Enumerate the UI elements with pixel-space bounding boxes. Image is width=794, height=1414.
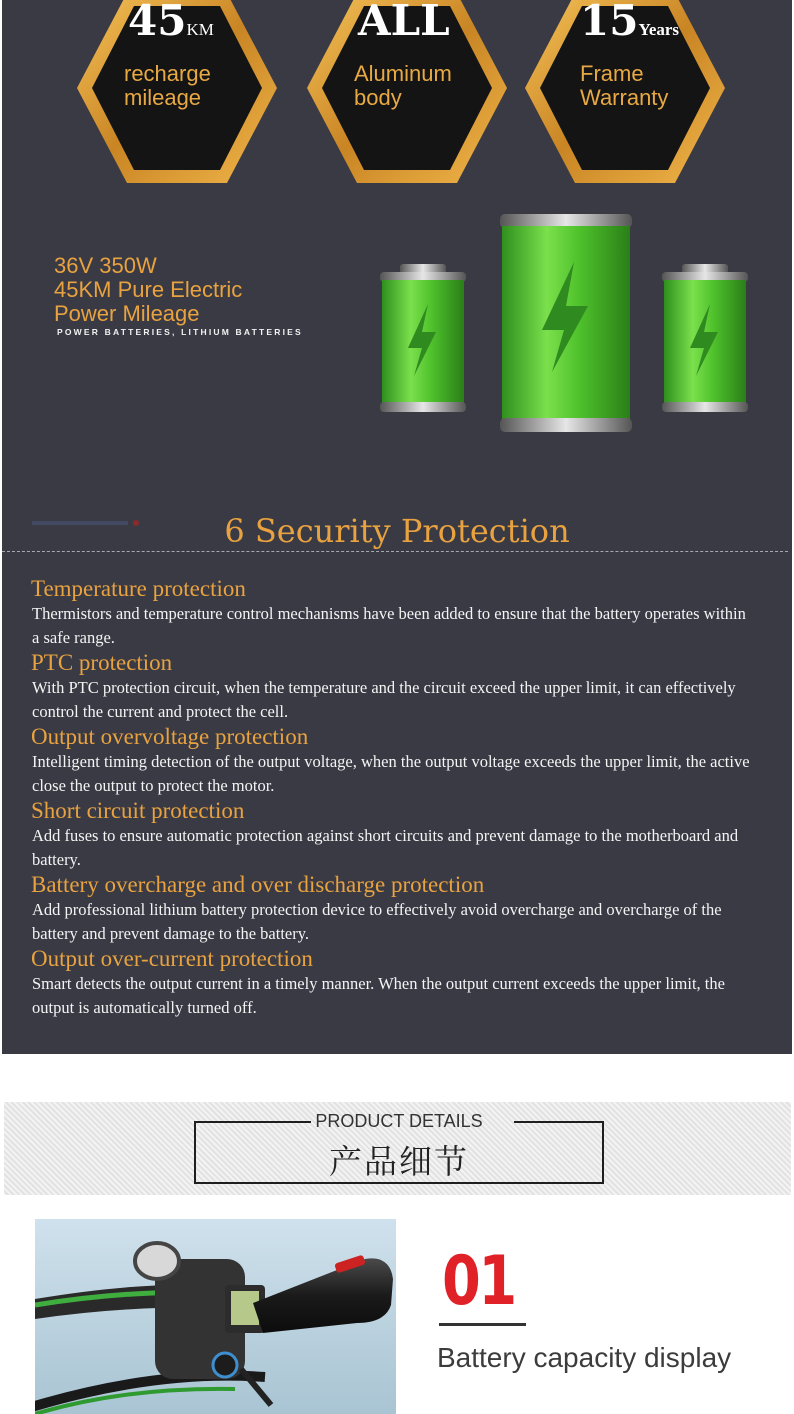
battery-icon: [496, 212, 636, 436]
protection-description: Add fuses to ensure automatic protection against short circuits and prevent damage to the motherboard and battery.: [32, 826, 739, 869]
protection-description: Add professional lithium battery protection device to effectively avoid overcharge and overcharge of the battery and prevent damage to the battery.: [32, 900, 722, 943]
badge-caption: recharge mileage: [124, 61, 211, 110]
aluminum-badge: [302, 0, 512, 188]
protection-description: Intelligent timing detection of the output voltage, when the output voltage exceeds the upper limit, the active close the output to protect the motor.: [32, 752, 750, 795]
protection-description: Smart detects the output current in a timely manner. When the output current exceeds the upper limit, the output is automatically turned off.: [32, 974, 725, 1017]
protection-item: [31, 872, 751, 946]
protection-heading: Short circuit protection: [31, 798, 245, 823]
details-title-en: PRODUCT DETAILS: [315, 1111, 483, 1131]
protection-heading: Output over-current protection: [31, 946, 313, 971]
badge-value: 15Years: [580, 0, 680, 45]
divider: [2, 551, 788, 552]
protection-description: Thermistors and temperature control mechanisms have been added to ensure that the battery operates within a safe range.: [32, 604, 746, 647]
protection-item: [31, 946, 751, 1020]
battery-icon: [378, 264, 468, 416]
badge-caption: Aluminum body: [354, 61, 452, 110]
protection-item: [31, 724, 751, 798]
protection-item: [31, 576, 751, 650]
protection-list: [31, 576, 751, 1020]
protection-heading: Battery overcharge and over discharge protection: [31, 872, 485, 897]
protection-item: [31, 650, 751, 724]
feature-underline: [439, 1323, 526, 1326]
battery-spec-line: 36V 350W: [54, 253, 157, 278]
badge-value: 45KM: [128, 0, 214, 45]
battery-spec: [54, 254, 242, 326]
badge-caption: Frame Warranty: [580, 61, 669, 110]
battery-subtitle: POWER BATTERIES, LITHIUM BATTERIES: [57, 327, 303, 337]
protection-heading: Output overvoltage protection: [31, 724, 309, 749]
details-title-cn: 产品细节: [329, 1142, 469, 1181]
security-title: 6 Security Protection: [224, 512, 570, 550]
protection-heading: PTC protection: [31, 650, 173, 675]
handlebar-display-image: [35, 1219, 396, 1414]
mileage-badge: [72, 0, 282, 188]
protection-heading: Temperature protection: [31, 576, 246, 601]
battery-spec-line: Power Mileage: [54, 301, 200, 326]
feature-number: 01: [442, 1242, 515, 1321]
feature-label: Battery capacity display: [437, 1342, 732, 1373]
protection-item: [31, 798, 751, 872]
warranty-badge: [520, 0, 730, 188]
handlebar-photo: [35, 1219, 396, 1414]
badge-value: ALL: [358, 0, 450, 45]
battery-spec-line: 45KM Pure Electric: [54, 277, 243, 302]
protection-description: With PTC protection circuit, when the temperature and the circuit exceed the upper limit, it can effectively control the current and protect the cell.: [32, 678, 736, 721]
battery-icon: [660, 264, 750, 416]
